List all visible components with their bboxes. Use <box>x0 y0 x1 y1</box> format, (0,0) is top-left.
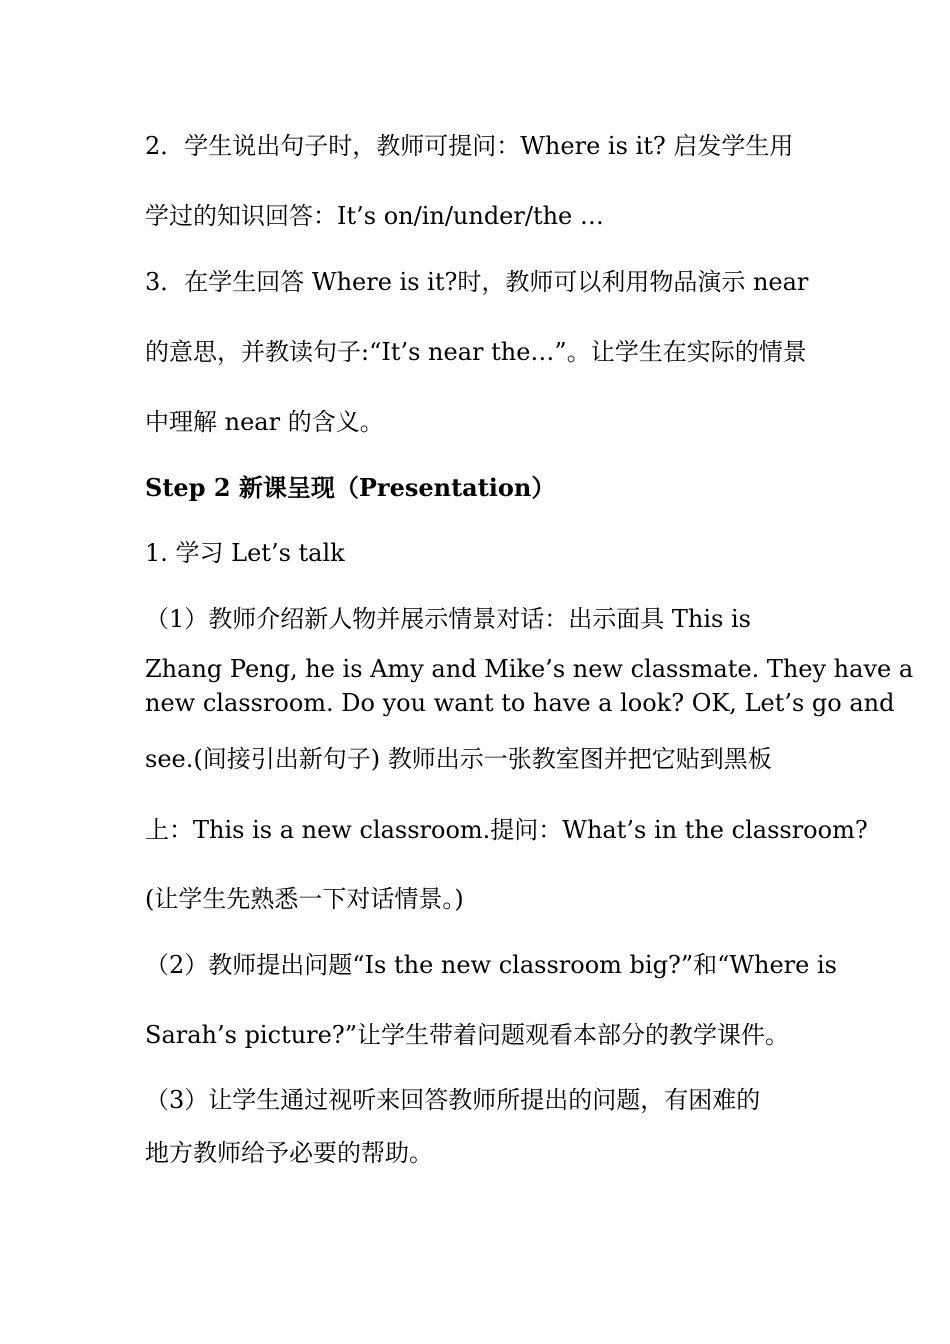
paragraph-item-3-line-2: 地方教师给予必要的帮助。 <box>145 1139 433 1167</box>
paragraph-item-1-line-6: (让学生先熟悉一下对话情景。) <box>145 885 464 913</box>
paragraph-item-1-line-1: （1）教师介绍新人物并展示情景对话：出示面具 This is <box>145 605 751 633</box>
paragraph-item-1-line-5: 上：This is a new classroom.提问：What’s in the classroom? <box>145 816 868 844</box>
paragraph-step-1-item-3-line-3: 中理解 near 的含义。 <box>145 408 384 436</box>
paragraph-step-1-item-2-continued: 学过的知识回答：It’s on/in/under/the … <box>145 202 604 230</box>
paragraph-step-1-item-3: 3．在学生回答 Where is it?时，教师可以利用物品演示 near <box>145 268 809 296</box>
paragraph-item-1-line-3: new classroom. Do you want to have a look? OK, Let’s go and <box>145 689 895 717</box>
paragraph-item-1-line-4: see.(间接引出新句子) 教师出示一张教室图并把它贴到黑板 <box>145 745 772 773</box>
paragraph-item-3-line-1: （3）让学生通过视听来回答教师所提出的问题，有困难的 <box>145 1086 761 1114</box>
paragraph-item-1-line-2: Zhang Peng, he is Amy and Mike’s new classmate. They have a <box>145 655 914 683</box>
paragraph-item-2-line-2: Sarah’s picture?”让学生带着问题观看本部分的教学课件。 <box>145 1021 789 1049</box>
subheading-lets-talk: 1. 学习 Let’s talk <box>145 539 345 567</box>
paragraph-item-2-line-1: （2）教师提出问题“Is the new classroom big?”和“Where is <box>145 951 837 979</box>
paragraph-step-1-item-2: 2．学生说出句子时，教师可提问：Where is it? 启发学生用 <box>145 132 794 160</box>
paragraph-step-1-item-3-line-2: 的意思，并教读句子:“It’s near the…”。让学生在实际的情景 <box>145 338 807 366</box>
section-heading-step-2: Step 2 新课呈现（Presentation） <box>145 473 556 502</box>
